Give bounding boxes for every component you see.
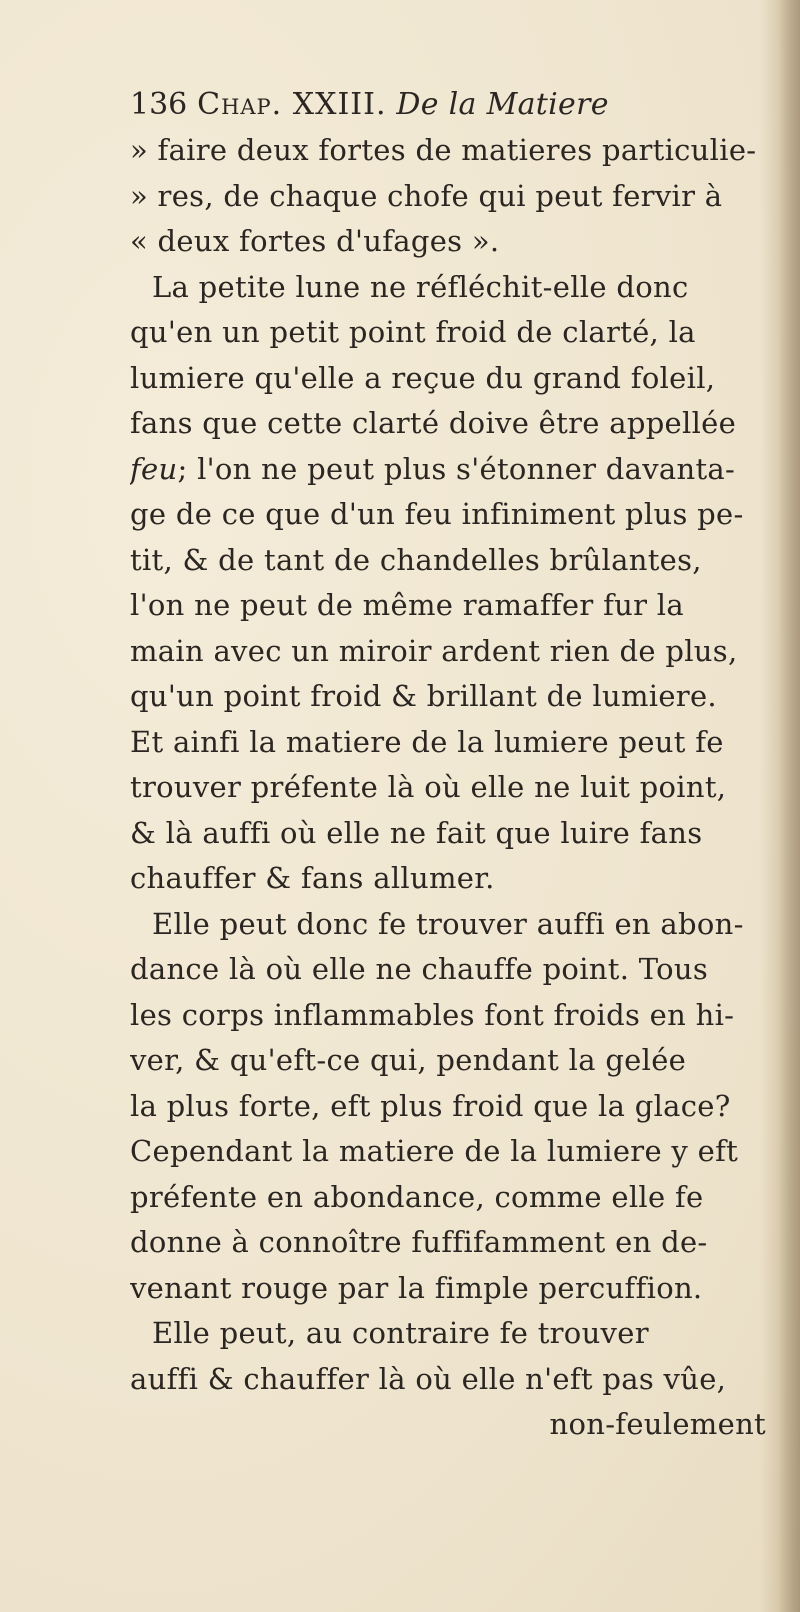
text-line: la plus forte, eft plus froid que la glace? — [130, 1088, 731, 1123]
text-line: préfente en abondance, comme elle fe — [130, 1179, 704, 1214]
page-edge-shadow — [778, 0, 800, 1612]
running-title: De la Matiere — [396, 87, 609, 122]
text-line: ge de ce que d'un feu infiniment plus pe- — [130, 497, 744, 531]
text-line: auffi & chauffer là où elle n'eft pas vûe, — [130, 1361, 727, 1396]
running-header — [130, 82, 770, 128]
text-line-rest: ; l'on ne peut plus s'étonner davanta- — [177, 451, 736, 486]
text-line: lumiere qu'elle a reçue du grand foleil, — [130, 360, 716, 395]
catchword-line: non-feulement — [549, 1407, 766, 1441]
italic-word: feu — [130, 451, 178, 486]
text-line: l'on ne peut de même ramaffer fur la — [130, 588, 684, 622]
text-line: fans que cette clarté doive être appellée — [130, 406, 737, 440]
text-line: trouver préfente là où elle ne luit point, — [130, 770, 727, 804]
text-line: donne à connoître fuffifamment en de- — [130, 1225, 708, 1259]
text-line: Cependant la matiere de la lumiere y eft — [130, 1134, 739, 1168]
text-line: main avec un miroir ardent rien de plus, — [130, 633, 738, 668]
text-line: » res, de chaque chofe qui peut fervir à — [130, 178, 723, 213]
text-line: qu'un point froid & brillant de lumiere. — [130, 679, 717, 713]
text-line: qu'en un petit point froid de clarté, la — [130, 315, 696, 349]
text-line: chauffer & fans allumer. — [130, 861, 495, 895]
text-line: Et ainfi la matiere de la lumiere peut fe — [130, 724, 724, 759]
text-line: » faire deux fortes de matieres particulie- — [130, 133, 757, 167]
paragraph-start-line: Elle peut donc fe trouver auffi en abon- — [152, 906, 744, 941]
text-line: les corps inflammables font froids en hi- — [130, 997, 735, 1032]
text-line: tit, & de tant de chandelles brûlantes, — [130, 542, 702, 577]
text-line: venant rouge par la fimple percuffion. — [130, 1270, 703, 1305]
page-text-block — [130, 82, 770, 1448]
page-number: 136 — [130, 87, 188, 122]
text-line: ver, & qu'eft-ce qui, pendant la gelée — [130, 1043, 687, 1077]
chapter-label: Chap. XXIII. — [197, 87, 387, 122]
text-line: « deux fortes d'ufages ». — [130, 224, 500, 258]
paragraph-start-line: La petite lune ne réfléchit-elle donc — [152, 269, 689, 304]
text-line: & là auffi où elle ne fait que luire fans — [130, 815, 703, 850]
text-line — [130, 447, 770, 493]
text-line: dance là où elle ne chauffe point. Tous — [130, 952, 709, 986]
paragraph-start-line: Elle peut, au contraire fe trouver — [152, 1316, 649, 1350]
